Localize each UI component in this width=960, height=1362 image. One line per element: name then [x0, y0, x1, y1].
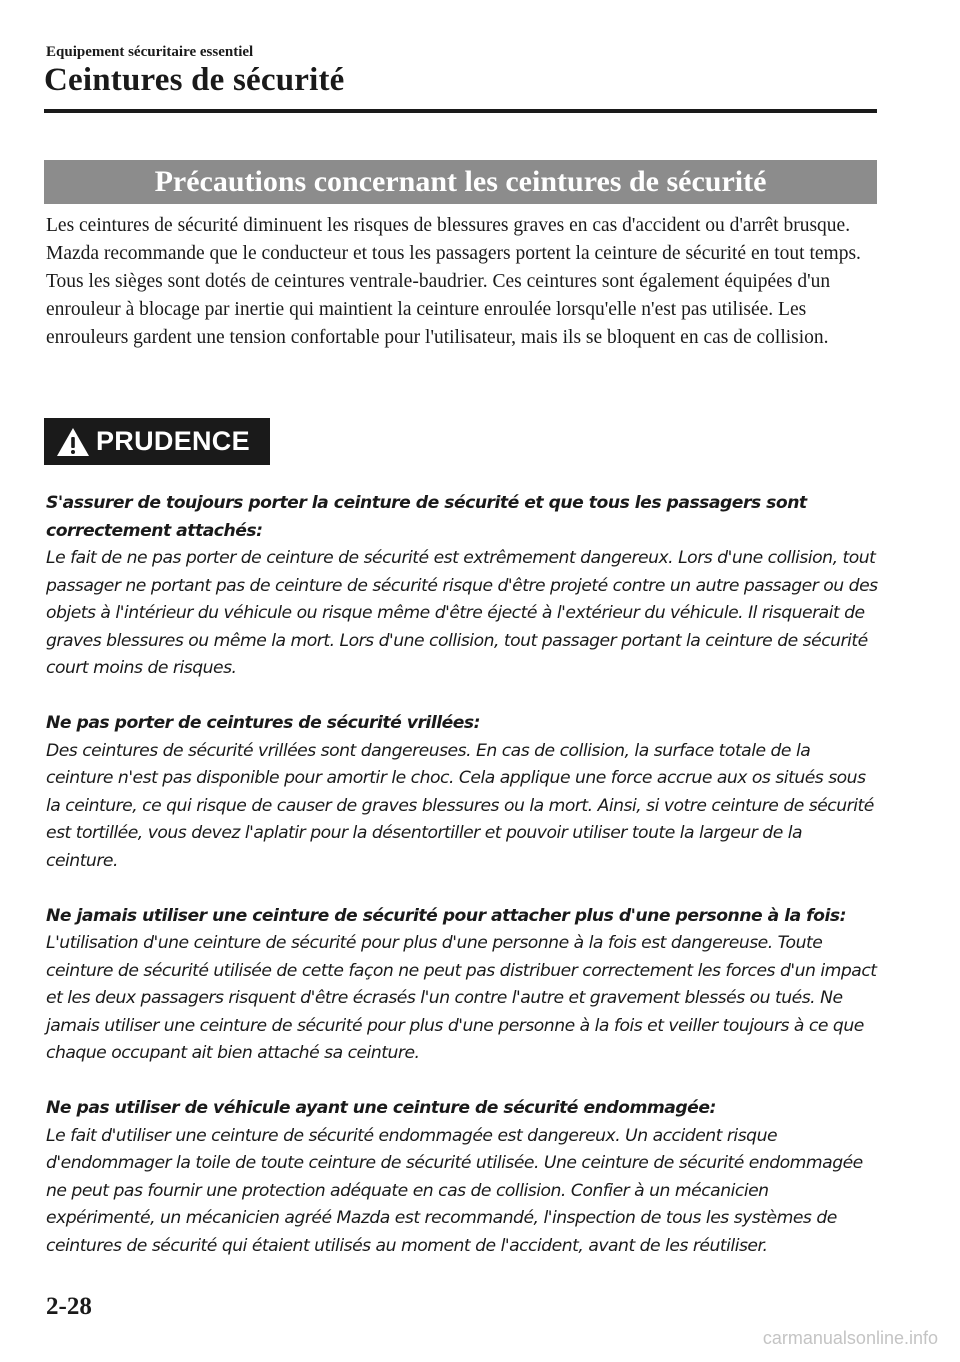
warning-heading: Ne jamais utiliser une ceinture de sécurité pour attacher plus d'une personne à la fois:	[46, 905, 846, 926]
warning-item	[46, 710, 878, 875]
warning-heading: S'assurer de toujours porter la ceinture de sécurité et que tous les passagers sont correctement attachés:	[46, 493, 807, 541]
warning-item	[46, 490, 878, 683]
intro-paragraph: Tous les sièges sont dotés de ceintures ventrale-baudrier. Ces ceintures sont également équipées d'un enrouleur à blocage par inertie qui maintient la ceinture enroulée lorsqu'elle n'est pas utilisée. Les enrouleurs gardent une tension confortable pour l'utilisateur, mais ils se bloquent en cas de collision.	[46, 271, 831, 348]
watermark: carmanualsonline.info	[762, 1328, 938, 1348]
intro-paragraph: Les ceintures de sécurité diminuent les risques de blessures graves en cas d'accident ou d'arrêt brusque. Mazda recommande que le conducteur et tous les passagers portent la ceinture de sécurité en tout temps.	[46, 215, 861, 264]
intro-text	[46, 212, 878, 352]
section-banner-title: Précautions concernant les ceintures de sécurité	[154, 165, 767, 198]
section-label: Equipement sécuritaire essentiel	[46, 44, 254, 60]
page-number: 2-28	[46, 1293, 92, 1320]
warning-body: Le fait d'utiliser une ceinture de sécurité endommagée est dangereux. Un accident risque d'endommager la toile de toute ceinture de sécurité utilisée. Une ceinture de sécurité endommagée ne peut pas fournir une protection adéquate en cas de collision. Confier à un mécanicien expérimenté, un mécanicien agréé Mazda est recommandé, l'inspection de tous les systèmes de ceintures de sécurité qui étaient utilisés au moment de l'accident, avant de les réutiliser.	[46, 1125, 863, 1256]
warning-body: Le fait de ne pas porter de ceinture de sécurité est extrêmement dangereux. Lors d'une collision, tout passager ne portant pas de ceinture de sécurité risque d'être projeté contre un autre passager ou des objets à l'intérieur du véhicule ou risque même d'être éjecté à l'extérieur du véhicule. Il risquerait de graves blessures ou même la mort. Lors d'une collision, tout passager portant la ceinture de sécurité court moins de risques.	[46, 548, 878, 678]
warning-heading: Ne pas porter de ceintures de sécurité vrillées:	[46, 713, 481, 733]
warning-body: L'utilisation d'une ceinture de sécurité pour plus d'une personne à la fois est dangereuse. Toute ceinture de sécurité utilisée de cette façon ne peut pas distribuer correctement les forces d'un impact et les deux passagers risquent d'être écrasés l'un contre l'autre et gravement blessés ou tués. Ne jamais utiliser une ceinture de sécurité pour plus d'une personne à la fois et veiller toujours à ce que chaque occupant ait bien attaché sa ceinture.	[46, 933, 877, 1063]
warning-item	[46, 903, 878, 1068]
warning-triangle-icon	[56, 427, 90, 457]
caution-label: PRUDENCE	[96, 426, 250, 456]
page-title: Ceintures de sécurité	[44, 62, 345, 98]
caution-badge	[44, 418, 270, 465]
warning-list	[46, 490, 878, 1288]
warning-item	[46, 1095, 878, 1260]
warning-heading: Ne pas utiliser de véhicule ayant une ceinture de sécurité endommagée:	[46, 1098, 716, 1118]
header-divider	[44, 109, 877, 113]
warning-body: Des ceintures de sécurité vrillées sont dangereuses. En cas de collision, la surface totale de la ceinture n'est pas disponible pour amortir le choc. Cela applique une force accrue aux os situés sous la ceinture, ce qui risque de causer de graves blessures ou la mort. Ainsi, si votre ceinture de sécurité est tortillée, vous devez l'aplatir pour la désentortiller et pouvoir utiliser toute la largeur de la ceinture.	[46, 740, 874, 871]
section-banner	[44, 160, 877, 204]
